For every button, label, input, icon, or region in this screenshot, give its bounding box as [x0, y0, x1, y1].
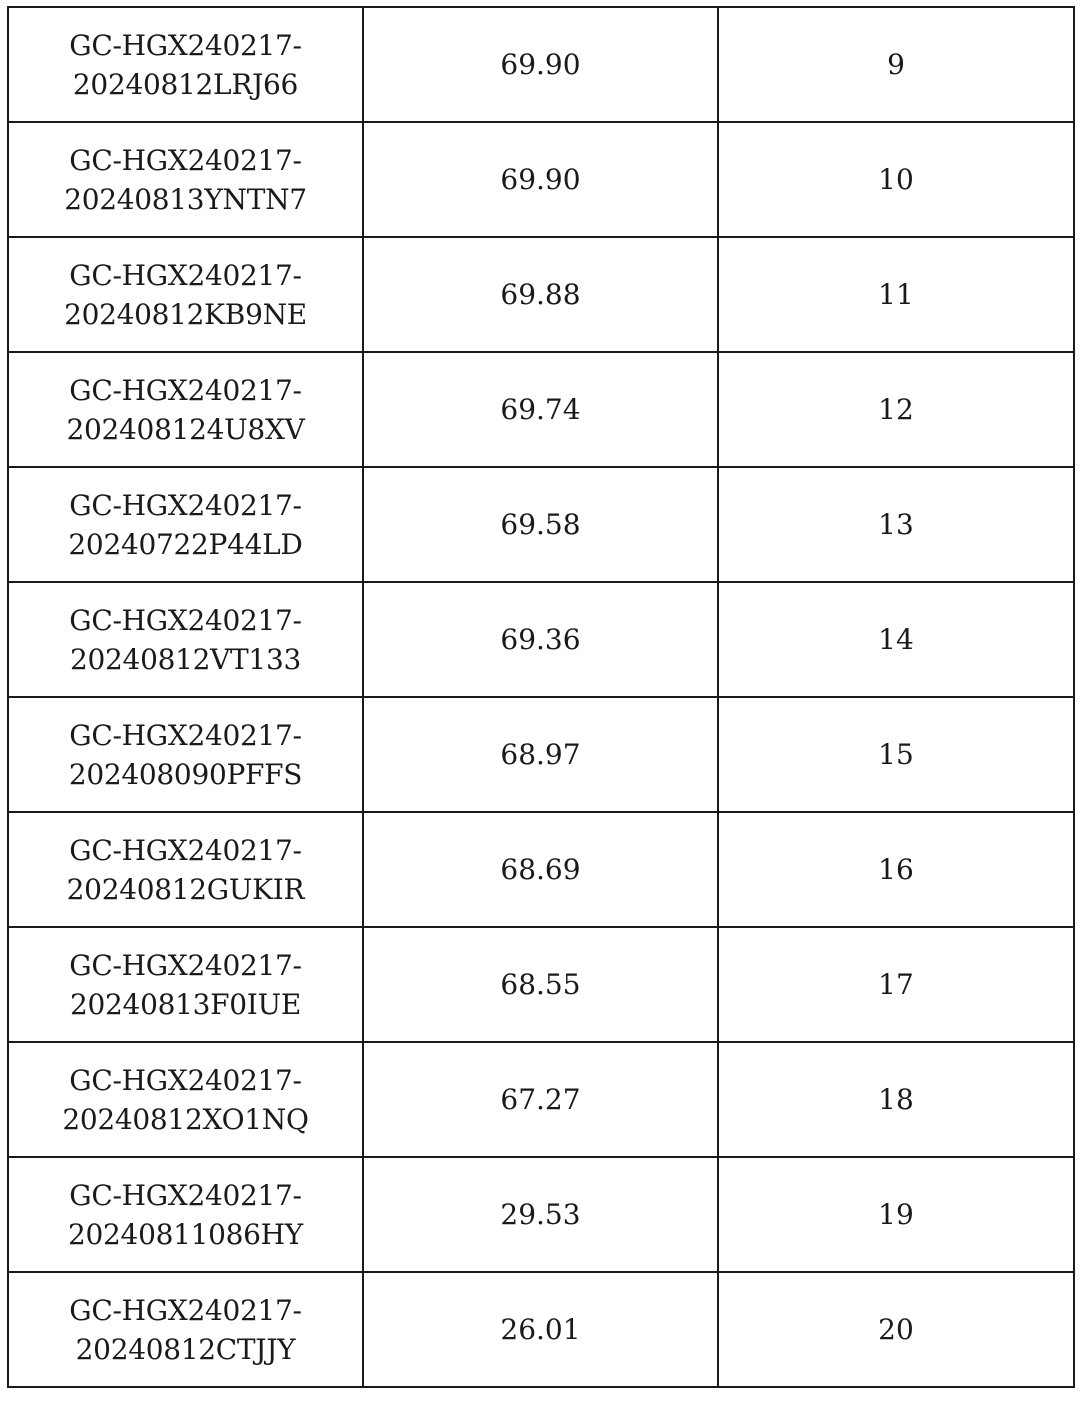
table-row [8, 697, 1074, 812]
table-row [8, 812, 1074, 927]
score-cell: 69.90 [363, 7, 718, 122]
table-row [8, 237, 1074, 352]
code-line-2: 20240813YNTN7 [64, 182, 307, 216]
rank-cell: 14 [718, 582, 1074, 697]
rank-cell: 11 [718, 237, 1074, 352]
rank-cell: 12 [718, 352, 1074, 467]
code-line-1: GC-HGX240217- [69, 833, 302, 867]
code-line-2: 20240812CTJJY [75, 1332, 296, 1366]
code-line-2: 20240812XO1NQ [62, 1102, 309, 1136]
rank-cell: 18 [718, 1042, 1074, 1157]
code-line-1: GC-HGX240217- [69, 1178, 302, 1212]
code-line-2: 202408090PFFS [68, 757, 303, 791]
score-cell: 69.88 [363, 237, 718, 352]
table-row [8, 1272, 1074, 1387]
code-line-1: GC-HGX240217- [69, 143, 302, 177]
code-line-2: 20240812GUKIR [66, 872, 305, 906]
code-line-2: 20240813F0IUE [70, 987, 301, 1021]
table-row [8, 467, 1074, 582]
score-cell: 68.97 [363, 697, 718, 812]
code-cell [8, 467, 363, 582]
table-row [8, 582, 1074, 697]
code-cell [8, 697, 363, 812]
code-line-1: GC-HGX240217- [69, 373, 302, 407]
code-line-2: 20240812LRJ66 [72, 67, 299, 101]
score-cell: 68.69 [363, 812, 718, 927]
score-cell: 69.74 [363, 352, 718, 467]
score-cell: 67.27 [363, 1042, 718, 1157]
code-line-2: 202408124U8XV [66, 412, 305, 446]
code-line-1: GC-HGX240217- [69, 488, 302, 522]
rank-cell: 10 [718, 122, 1074, 237]
code-cell [8, 7, 363, 122]
table-row [8, 927, 1074, 1042]
rank-cell: 17 [718, 927, 1074, 1042]
score-cell: 69.90 [363, 122, 718, 237]
rank-cell: 13 [718, 467, 1074, 582]
code-line-1: GC-HGX240217- [69, 1063, 302, 1097]
table-row [8, 7, 1074, 122]
score-cell: 69.58 [363, 467, 718, 582]
results-table-body [8, 7, 1074, 1387]
table-row [8, 352, 1074, 467]
score-cell: 69.36 [363, 582, 718, 697]
code-cell [8, 1272, 363, 1387]
code-cell [8, 927, 363, 1042]
rank-cell: 19 [718, 1157, 1074, 1272]
code-line-2: 20240722P44LD [68, 527, 303, 561]
code-line-2: 20240812VT133 [70, 642, 301, 676]
code-line-1: GC-HGX240217- [69, 1293, 302, 1327]
code-line-2: 20240812KB9NE [64, 297, 307, 331]
code-cell [8, 1157, 363, 1272]
score-cell: 29.53 [363, 1157, 718, 1272]
rank-cell: 15 [718, 697, 1074, 812]
code-cell [8, 812, 363, 927]
code-line-1: GC-HGX240217- [69, 603, 302, 637]
table-row [8, 122, 1074, 237]
code-line-1: GC-HGX240217- [69, 258, 302, 292]
rank-cell: 9 [718, 7, 1074, 122]
code-line-1: GC-HGX240217- [69, 948, 302, 982]
code-cell [8, 582, 363, 697]
code-line-1: GC-HGX240217- [69, 718, 302, 752]
table-row [8, 1042, 1074, 1157]
results-table [7, 6, 1075, 1388]
code-cell [8, 1042, 363, 1157]
rank-cell: 20 [718, 1272, 1074, 1387]
code-line-1: GC-HGX240217- [69, 28, 302, 62]
rank-cell: 16 [718, 812, 1074, 927]
code-line-2: 20240811086HY [68, 1217, 303, 1251]
code-cell [8, 352, 363, 467]
score-cell: 26.01 [363, 1272, 718, 1387]
code-cell [8, 122, 363, 237]
table-row [8, 1157, 1074, 1272]
score-cell: 68.55 [363, 927, 718, 1042]
code-cell [8, 237, 363, 352]
